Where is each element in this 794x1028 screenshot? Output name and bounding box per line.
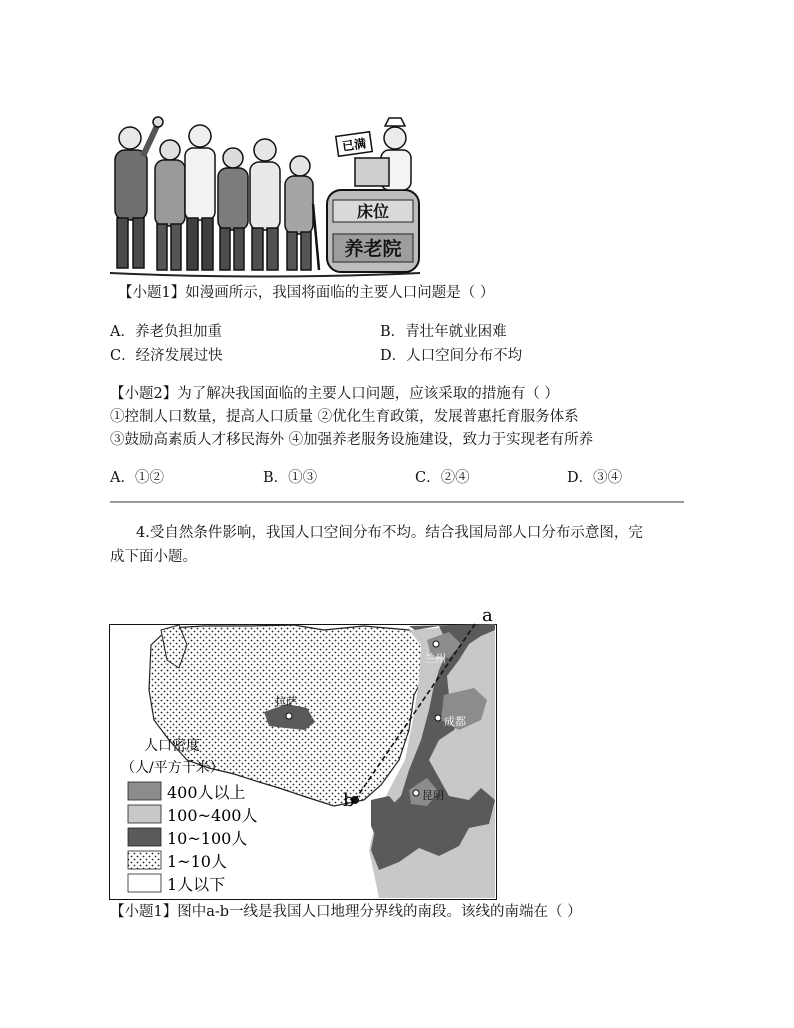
svg-text:拉萨: 拉萨 — [275, 695, 297, 708]
q1-option-b: B．青壮年就业困难 — [380, 324, 507, 340]
legend-label-below-1: 1人以下 — [167, 875, 226, 894]
elderly-figure — [285, 156, 319, 270]
q1-option-c: C．经济发展过快 — [110, 348, 223, 364]
question-4-1-stem: 【小题1】图中a-b一线是我国人口地理分界线的南段。该线的南端在（ ） — [110, 904, 582, 920]
counter-bottom-label: 养老院 — [344, 238, 402, 260]
full-sign — [336, 132, 372, 157]
elderly-figure — [155, 140, 185, 270]
legend-subtitle: （人/平方千米） — [121, 760, 224, 776]
legend-label-100-400: 100~400人 — [167, 806, 258, 825]
elderly-queue-cartoon — [105, 108, 425, 280]
svg-text:昆明: 昆明 — [422, 789, 444, 802]
legend-swatch-1-10 — [128, 851, 161, 869]
legend-label-400-plus: 400人以上 — [167, 783, 246, 802]
computer-icon — [355, 158, 389, 186]
svg-text:已满: 已满 — [341, 136, 368, 154]
counter-top-label: 床位 — [356, 202, 390, 221]
population-density-map-drawing — [109, 600, 504, 902]
q2-statement-line-2: ③鼓励高素质人才移民海外 ④加强养老服务设施建设，致力于实现老有所养 — [110, 432, 594, 448]
elderly-figure — [250, 139, 280, 270]
legend-label-10-100: 10~100人 — [167, 829, 248, 848]
reception-counter — [327, 190, 419, 272]
q1-option-d: D．人口空间分布不均 — [380, 348, 523, 364]
question-4-intro-line-2: 成下面小题。 — [110, 549, 197, 565]
legend-swatch-below-1 — [128, 874, 161, 892]
legend-swatch-10-100 — [128, 828, 161, 846]
question-1-stem: 【小题1】如漫画所示，我国将面临的主要人口问题是（ ） — [118, 285, 495, 301]
q2-option-b: B．①③ — [263, 470, 318, 486]
legend-swatch-400-plus — [128, 782, 161, 800]
section-divider — [110, 501, 684, 503]
svg-text:成都: 成都 — [444, 715, 466, 728]
label-a: a — [482, 605, 493, 626]
legend-swatch-100-400 — [128, 805, 161, 823]
q2-option-d: D．③④ — [567, 470, 623, 486]
q2-option-c: C．②④ — [415, 470, 470, 486]
label-b: b — [343, 790, 355, 811]
q2-option-a: A．①② — [110, 470, 164, 486]
q1-option-a: A．养老负担加重 — [110, 324, 222, 340]
elderly-figure — [185, 125, 215, 270]
question-2-stem: 【小题2】为了解决我国面临的主要人口问题，应该采取的措施有（ ） — [110, 386, 559, 402]
legend-label-1-10: 1~10人 — [167, 852, 227, 871]
elderly-figure — [218, 148, 248, 270]
q2-statement-line-1: ①控制人口数量，提高人口质量 ②优化生育政策，发展普惠托育服务体系 — [110, 409, 579, 425]
svg-text:兰州: 兰州 — [424, 652, 446, 665]
legend-title: 人口密度 — [144, 738, 200, 754]
question-4-intro-line-1: 4.受自然条件影响，我国人口空间分布不均。结合我国局部人口分布示意图，完 — [136, 525, 643, 541]
